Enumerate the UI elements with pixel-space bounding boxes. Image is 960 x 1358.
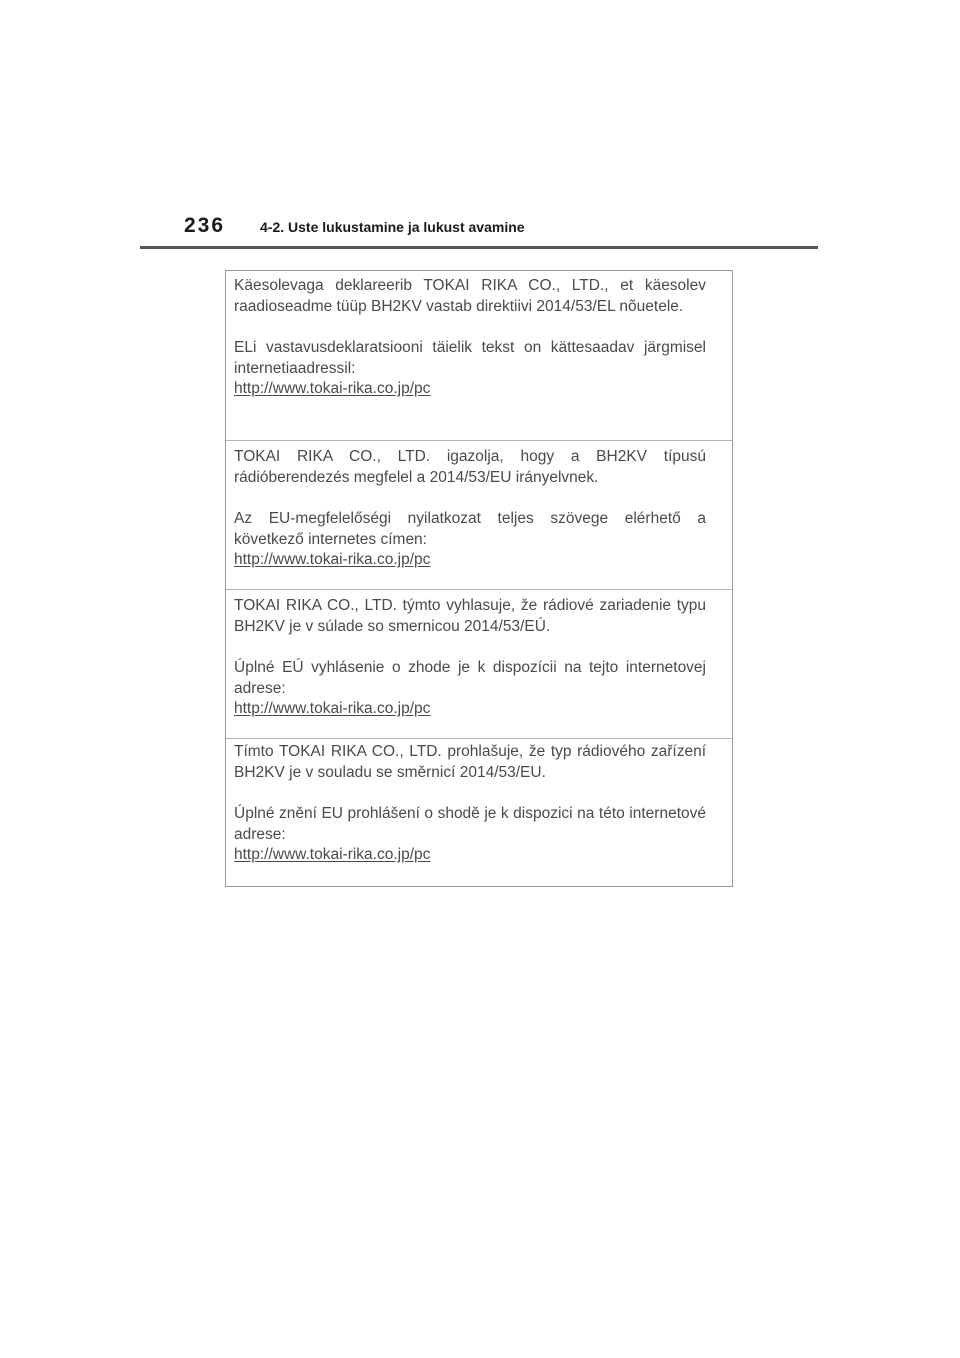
- declaration-availability: ELi vastavusdeklaratsiooni täielik tekst on kättesaadav järgmisel internetiaadressil:: [234, 339, 706, 377]
- declaration-url-link[interactable]: http://www.tokai-rika.co.jp/pc: [234, 551, 431, 568]
- declaration-url-link[interactable]: http://www.tokai-rika.co.jp/pc: [234, 380, 431, 397]
- declaration-czech: [226, 738, 732, 887]
- page-header: [140, 212, 818, 249]
- page-number: 236: [184, 214, 226, 237]
- section-title: 4-2. Uste lukustamine ja lukust avamine: [260, 219, 525, 235]
- declaration-statement: Tímto TOKAI RIKA CO., LTD. prohlašuje, že typ rádiového zařízení BH2KV je v souladu se směrnicí 2014/53/EU.: [234, 743, 706, 781]
- declaration-statement: TOKAI RIKA CO., LTD. týmto vyhlasuje, že rádiové zariadenie typu BH2KV je v súlade so smernicou 2014/53/EÚ.: [234, 597, 706, 635]
- declaration-url-link[interactable]: http://www.tokai-rika.co.jp/pc: [234, 846, 431, 863]
- declaration-slovak: [226, 589, 732, 738]
- declaration-estonian: [226, 276, 732, 436]
- declaration-url-link[interactable]: http://www.tokai-rika.co.jp/pc: [234, 700, 431, 717]
- declaration-statement: Käesolevaga deklareerib TOKAI RIKA CO., LTD., et käesolev raadioseadme tüüp BH2KV vastab direktiivi 2014/53/EL nõuetele.: [234, 277, 706, 315]
- declaration-availability: Úplné znění EU prohlášení o shodě je k dispozici na této internetové adrese:: [234, 805, 706, 843]
- declaration-statement: TOKAI RIKA CO., LTD. igazolja, hogy a BH2KV típusú rádióberendezés megfelel a 2014/53/EU irányelvnek.: [234, 448, 706, 486]
- declaration-availability: Az EU-megfelelőségi nyilatkozat teljes szövege elérhető a következő internetes címen:: [234, 510, 706, 548]
- declaration-hungarian: [226, 440, 732, 589]
- declaration-box: [225, 270, 733, 887]
- declaration-availability: Úplné EÚ vyhlásenie o zhode je k dispozícii na tejto internetovej adrese:: [234, 659, 706, 697]
